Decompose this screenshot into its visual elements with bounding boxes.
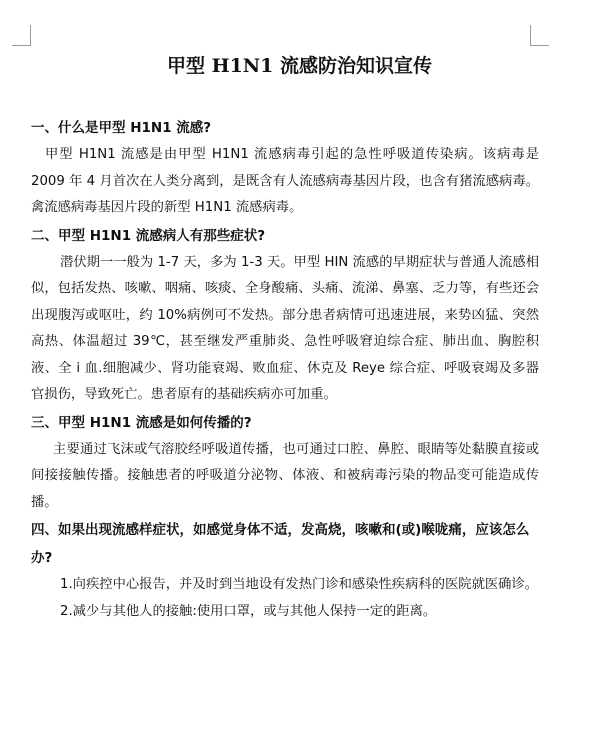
section-heading-1: 一、什么是甲型 H1N1 流感? — [31, 120, 212, 136]
list-item-2: 2.减少与其他人的接触:使用口罩，或与其他人保持一定的距离。 — [60, 603, 437, 619]
crop-mark-top-right — [530, 25, 549, 46]
list-item-1: 1.向疾控中心报告，并及时到当地设有发热门诊和感染性疾病科的医院就医确诊。 — [60, 577, 539, 592]
section-heading-3: 三、甲型 H1N1 流感是如何传播的? — [31, 414, 252, 431]
section-heading-2: 二、甲型 H1N1 流感病人有那些症状? — [31, 227, 266, 244]
crop-mark-top-left — [12, 25, 31, 46]
section-paragraph-3: 主要通过飞沫或气溶胶经呼吸道传播，也可通过口腔、鼻腔、眼睛等处黏膜直接或间接接触传播。接触患者的呼吸道分泌物、体液、和被病毒污染的物品变可能造成传播。 — [31, 441, 539, 510]
section-heading-4: 四、如果出现流感样症状，如感觉身体不适，发高烧，咳嗽和(或)喉咙痛，应该怎么办? — [31, 522, 530, 566]
document-body — [31, 114, 539, 625]
section-paragraph-2: 潜伏期一一般为 1-7 天，多为 1-3 天。甲型 HIN 流感的早期症状与普通人流感相似，包括发热、咳嗽、咽痛、咳痰、全身酸痛、头痛、流涕、鼻塞、乏力等，有些还会出现腹泻或呕吐，约 10%病例可不发热。部分患者病情可迅速进展，来势凶猛、突然高热、体温超过 39℃，甚至继发严重肺炎、急性呼吸窘迫综合症、肺出血、胸腔积液、全 i 血.细胞减少、肾功能衰竭、败血症、休克及 Reye 综合症、呼吸衰竭及多器官损伤，导致死亡。患者原有的基础疾病亦可加重。 — [31, 254, 539, 402]
section-paragraph-1: 甲型 H1N1 流感是由甲型 H1N1 流感病毒引起的急性呼吸道传染病。该病毒是 2009 年 4 月首次在人类分离到，是既含有人流感病毒基因片段，也含有猪流感病毒。禽流感病毒基因片段的新型 H1N1 流感病毒。 — [31, 147, 539, 215]
document-title: 甲型 H1N1 流感防治知识宣传 — [167, 55, 432, 77]
